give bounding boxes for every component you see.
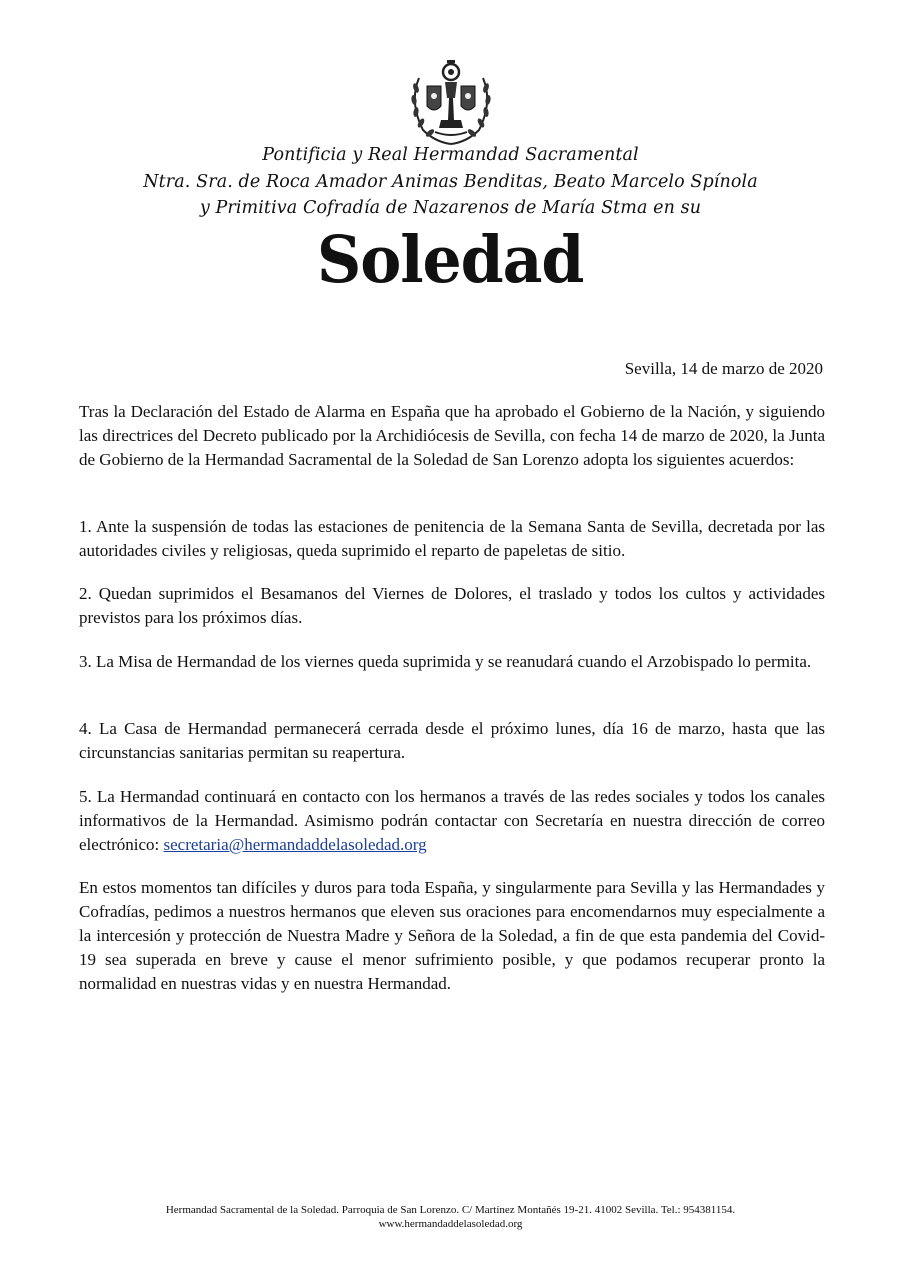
intro-paragraph: Tras la Declaración del Estado de Alarma en España que ha aprobado el Gobierno de la Nación, y siguiendo las directrices del Decreto publicado por la Archidiócesis de Sevilla, con fecha 14 de marzo de 2020, la Junta de Gobierno de la Hermandad Sacramental de la Soledad de San Lorenzo adopta los siguientes acuerdos:: [79, 402, 825, 469]
closing-paragraph: En estos momentos tan difíciles y duros para toda España, y singularmente para Sevilla y las Hermandades y Cofradías, pedimos a nuestros hermanos que eleven sus oraciones para encomendarnos muy especialmente a la intercesión y protección de Nuestra Madre y Señora de la Soledad, a fin de que esta pandemia del Covid-19 sea superada en breve y cause el menor sufrimiento posible, y que podamos recuperar pronto la normalidad en nuestras vidas y en nuestra Hermandad.: [79, 878, 825, 993]
footer-address: Hermandad Sacramental de la Soledad. Parroquia de San Lorenzo. C/ Martínez Montañés 19-21. 41002 Sevilla. Tel.: 954381154.: [165, 1204, 736, 1216]
footer-website: www.hermandaddelasoledad.org: [378, 1218, 523, 1230]
agreement-item-3: 3. La Misa de Hermandad de los viernes queda suprimida y se reanudará cuando el Arzobispado lo permita.: [79, 652, 812, 671]
agreement-item-5: [79, 785, 825, 857]
letter-date: Sevilla, 14 de marzo de 2020: [624, 359, 823, 378]
brotherhood-crest-icon: [405, 58, 497, 146]
brotherhood-name-line-3: y Primitiva Cofradía de Nazarenos de María Stma en su: [199, 198, 702, 218]
soledad-title-text: Soledad: [317, 222, 584, 298]
agreement-item-4: 4. La Casa de Hermandad permanecerá cerrada desde el próximo lunes, día 16 de marzo, hasta que las circunstancias sanitarias permitan su reapertura.: [79, 719, 825, 762]
soledad-title: [0, 222, 901, 298]
agreement-item-2: 2. Quedan suprimidos el Besamanos del Viernes de Dolores, el traslado y todos los cultos y actividades previstos para los próximos días.: [79, 584, 825, 627]
brotherhood-name-line-2: Ntra. Sra. de Roca Amador Animas Benditas, Beato Marcelo Spínola: [143, 172, 758, 192]
agreement-item-5-text: 5. La Hermandad continuará en contacto con los hermanos a través de las redes sociales y todos los canales informativos de la Hermandad. Asimismo podrán contactar con Secretaría en nuestra dirección de correo electrónico:: [79, 787, 825, 854]
secretary-email-link[interactable]: secretaria@hermandaddelasoledad.org: [163, 835, 427, 854]
brotherhood-name-line-1: Pontificia y Real Hermandad Sacramental: [262, 145, 639, 165]
agreement-item-1: 1. Ante la suspensión de todas las estaciones de penitencia de la Semana Santa de Sevilla, decretada por las autoridades civiles y religiosas, queda suprimido el reparto de papeletas de sitio.: [79, 517, 825, 560]
